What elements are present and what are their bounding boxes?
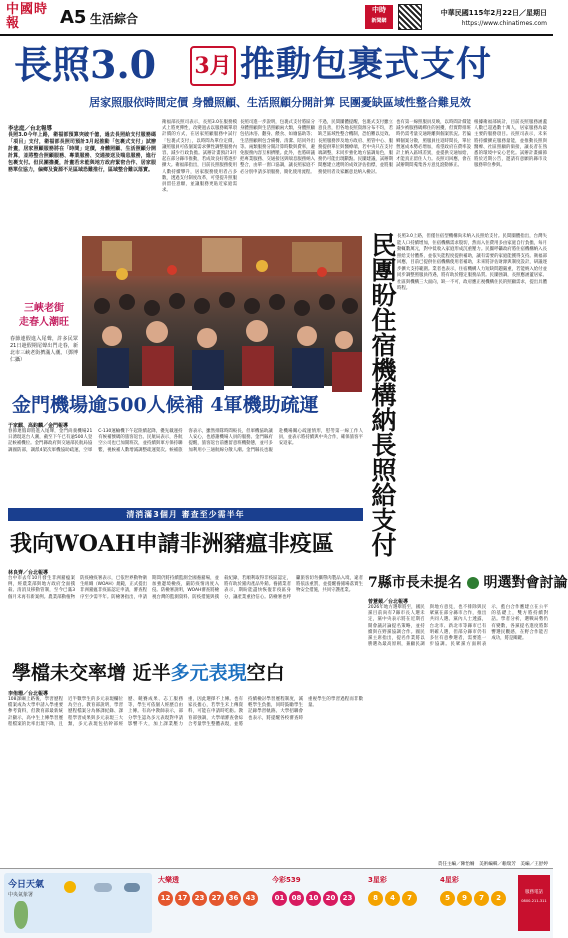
photo-tag-line2: 走春人潮旺	[19, 317, 69, 328]
lead-body-col3: 不過，民間團體提醒，包裹式支付雖立意良善，但各地長照資源分布不均，若缺乏區域性整合機制，恐怕難以見效。長照服務涉及地方政府、照管中心、服務提供單位與醫療端，若中央只在支付端調整，未同步強化地方協調角色，服務仍可能出現斷點。民團建議，試辦期間應建立透明的成效評估指標，並將服務使用者及家屬意見納入檢討。	[318, 120, 393, 175]
tuition-headline-highlight: 多元表現	[170, 662, 247, 684]
newspaper-logo: 中國時報	[6, 2, 49, 31]
editors-line: 責任主編／陳怡姍 美術編輯／賴瑞芳 美編／王舒婷	[437, 862, 548, 867]
page-number: A5	[60, 7, 87, 28]
footer-ad-line1: 服務電話	[525, 890, 543, 895]
lotto-ball: 7	[474, 891, 489, 906]
lotto2-name: 今彩539	[272, 876, 301, 884]
mayors-logo-icon	[467, 577, 479, 589]
woah-body: 台中市去年10月發生非洲豬瘟案例，經農業部與地方政府全面撲殺、清消及移動管制，至今已滿3個月未再有新案例。農業部動植物防疫檢疫署表示，已依世界動物衛生組織（WOAH）規範，正式提出非洲豬瘟非疫區認定申請，審查程序至少需半年。防檢署指出，申請期間仍將持續監測全國養豬場，並加強邊境檢疫，嚴防疫情再度入侵。防檢署說明，WOAH審查將檢視台灣的監測資料、防疫措施與撲殺紀錄，若順利取得非疫區認定，將有助於豬肉產品外銷。養豬業者表示，期盼能盡快恢復非疫區身分，讓產業重拾信心。防檢署也呼籲旅客切勿攜帶肉製品入境，違者將依法重罰，並提醒養豬場落實生物安全措施，共同守護產業。	[8, 576, 363, 600]
lotto-ball: 9	[457, 891, 472, 906]
lead-body-col4: 也有第一線照服員反映，以時間計價能減少被服務碼綁住的困擾，但實際排班時仍需考量交通距離與個案狀況。若偏鄉個案分散，照服員往返時間長，單位營運成本勢必增加，希望政府在費率設計上納入區域差異，並提供交通加給，才能真正留住人力。長照司回應，會在試辦期間蒐集各方意見滾動修正。	[396, 120, 471, 169]
lead-byline: 李忠庭／台北報導	[8, 126, 53, 132]
lead-body-col5: 根據衛福部統計，目前長照服務涵蓋人數已超過數十萬人，居家服務為最主要的服務項目。長照司表示，未來將持續擴充服務量能，並推動長照與醫療、社區照顧的銜接，讓長者在熟悉的環境中安心老化。試辦計畫細節將於近期公告，邀請有意願的縣市及服務單位參與。	[474, 120, 547, 169]
section-name: 生活綜合	[90, 12, 139, 26]
lotto-ball: 43	[243, 891, 258, 906]
lotto4-name: 4星彩	[440, 876, 459, 884]
lotto1-name: 大樂透	[158, 876, 179, 884]
woah-byline: 林良齊／台北報導	[8, 570, 49, 576]
site-url[interactable]: https://www.chinatimes.com	[461, 20, 547, 27]
lotto-ball: 4	[385, 891, 400, 906]
lotto3-name: 3星彩	[368, 876, 387, 884]
lotto-ball: 12	[158, 891, 173, 906]
lotto4-balls	[440, 891, 516, 906]
mayors-headline	[368, 572, 568, 594]
mayors-headline-part1: 7縣市長未提名	[368, 575, 462, 591]
sun-icon	[64, 881, 76, 893]
footer-ad[interactable]	[518, 875, 550, 931]
tuition-body: 108課綱上路後，學習歷程檔案成為大學申請入學重要參考資料，但教育部最新統計顯示，高中生上傳學習歷程檔案的比率出現下降，且近半數學生的多元表現欄位為空白。教育部說明，學習歷程檔案分為修課紀錄、課程學習成果與多元表現三大類，多元表現包括幹部經歷、競賽成果、志工服務等，學生可依個人經歷自由上傳。有高中教師表示，部分學生認為多元表現對申請影響不大，加上課業壓力重，因此選擇不上傳。也有家長擔心，若學生未上傳資料，可能在申請時吃虧。教育部強調，大學端審查會綜合考量學生整體表現，並將持續檢討學習歷程制度，減輕學生負擔，同時鼓勵學生記錄學習軌跡。大學招聯會也表示，將提醒各校審查時重視學生的學習過程而非數量。	[8, 697, 363, 727]
airport-body: 春節連假即將進入尾聲，金門尚義機場21日湧現返台人潮，截至下午已有逾500人登記候補機位。金門縣政府與交通部民航局協調國防部，調派4架次軍機協助疏運，空軍C-130運輸機下午起陸續起降，優先載運持有候補號碼的旅客返台。民航局表示，各航空公司也已加開班次，並持續與軍方保持聯繫，視候補人數增減調整疏運架次。候補旅客表示，雖然排隊時間較長，但軍機協助讓人安心，也感謝機場人員的服務。金門縣府提醒，旅客返台前應留意班機動態，並可多加利用小三通航線分散人潮。金門縣長也親赴機場關心疏運情形，慰勞第一線工作人員，並表示將持續與中央合作，確保旅客平安返家。	[8, 429, 363, 453]
footer-strip	[0, 868, 553, 938]
masthead	[0, 0, 553, 36]
woah-headline: 我向WOAH申請非洲豬瘟非疫區	[10, 531, 334, 557]
lotto4-box	[440, 875, 516, 931]
tuition-headline-part3: 空白	[246, 662, 285, 684]
mayors-headline-part2: 明選對會討論	[483, 575, 568, 591]
lead-summary: 長照3.0今年上路，衛福部預算突破千億，過去長照給支付服務碼「項目」支付，衛福部長照司預計3月起推動「包裹式支付」試辦計畫，居家照顧服務將在「時間」定價，身體照顧、生活照顧分開計算，並將整合照顧服務、專業服務、交通接送及喘息服務，進行包裹支付。但民團擔憂，計畫若未能與地方政府緊密合作、居家服務單位協力，偏鄉及資源不足區域恐難推行，區域整合難以落實。	[8, 132, 156, 173]
issue-date: 中華民國115年2月22日／星期日	[440, 9, 547, 17]
side-story-headline: 民團盼住宿機構納長照給支付	[368, 232, 397, 557]
weather-source: 中央氣象署	[8, 892, 34, 898]
lotto-ball: 36	[226, 891, 241, 906]
tuition-headline-part1: 學檔未交率增 近半	[12, 662, 171, 684]
cloud-icon	[94, 883, 112, 892]
lotto-ball: 2	[491, 891, 506, 906]
lotto-ball: 17	[175, 891, 190, 906]
photo-caption: 春節連假進入尾聲，許多民眾21日趁假期尾聲出門走春，新北市三峽老街擠滿人潮。（鄧博仁攝）	[10, 336, 78, 363]
lotto-ball: 5	[440, 891, 455, 906]
weather-label: 今日天氣	[8, 880, 45, 890]
lead-body-col2: 長照司進一步說明，包裹式支付將區分身體照顧與生活照顧兩大類，身體照顧包括沐浴、翻身、餵食、如廁協助等；生活照顧則包含備餐、清潔、陪同外出等。兩類服務分開計算時數與費率，避免服務內容互相擠壓。此外，也將研議把專業服務、交通接送與喘息服務納入整合，由單一窗口協調，讓長照家庭不必分別申請多項服務，簡化使用流程。	[240, 120, 315, 175]
airport-byline: 于家麒、高鈞麟／金門報導	[8, 423, 69, 429]
lotto2-balls	[272, 891, 364, 906]
airport-headline: 金門機場逾500人候補 4軍機助疏運	[12, 394, 319, 416]
street-crowd-photo	[82, 236, 362, 386]
lotto-ball: 01	[272, 891, 287, 906]
rain-icon	[124, 883, 140, 892]
woah-banner: 清消滿3個月 審查至少需半年	[8, 508, 363, 521]
lotto-ball: 8	[368, 891, 383, 906]
crowd-illustration	[82, 236, 362, 386]
chinatimes-net-logo-line2: 新聞網	[371, 18, 387, 24]
tuition-byline: 李侑珊／台北報導	[8, 691, 49, 697]
taiwan-map-icon	[14, 901, 28, 929]
lotto1-box	[158, 875, 268, 931]
lotto3-balls	[368, 891, 438, 906]
lotto-ball: 23	[192, 891, 207, 906]
lead-headline	[0, 40, 553, 90]
photo-tag	[8, 302, 80, 332]
chinatimes-net-logo	[365, 5, 393, 29]
lotto2-box	[272, 875, 364, 931]
footer-ad-line2: 0800-211-311	[521, 899, 547, 903]
photo-tag-line1: 三峽老街	[24, 303, 64, 314]
tuition-headline	[12, 658, 364, 688]
qr-code-icon[interactable]	[398, 4, 422, 30]
headline-part2: 推動包裹式支付	[240, 44, 493, 85]
lotto-ball: 10	[306, 891, 321, 906]
month-badge: 3月	[190, 46, 236, 86]
lead-body-col1: 衛福部長照司表示，長照3.0在服務模式上將更彈性，改變過去以服務碼單項計價的方式，在居家照顧服務中試行「包裹式支付」，以時間為單位定價，讓照服員可依個案需求彈性調整服務內容，減少行政負擔。試辦計畫預計3月起在部分縣市推動，若成效良好將逐步擴大。衛福部指出，目前長照服務使用人數持續攀升，居家服務使用者占多數，透過支付制度改革，可望提升照服員留任意願，並讓服務更貼近家庭需求。	[162, 120, 237, 194]
side-story-body: 長照3.0上路，但僅住宿型機構尚未納入長照給支付。民間團體指出，台灣失能人口持續增加，住宿機構需求殷切，然而入住費用多由家庭自行負擔，每月動輒數萬元，對中低收入家庭形成沉重壓力。民團呼籲政府將住宿機構納入長照給支付體系，並依失能程度提供補助，讓有需要的家庭能獲得支持。衛福部回應，目前已提供住宿機構使用者補助，未來將評估財源與制度設計，研議逐步擴大支持範圍。業者也表示，住宿機構人力短缺問題嚴重，若能納入給付並同步調整照服員待遇，將有助於穩定服務品質。民團強調，長照應涵蓋居家、社區與機構三大面向，缺一不可，政府應正視機構住民的照顧需求，提出具體時程。	[397, 234, 547, 291]
lotto-ball: 23	[340, 891, 355, 906]
weather-box	[4, 873, 152, 933]
lotto1-balls	[158, 891, 268, 906]
chinatimes-net-logo-line1: 中時	[372, 6, 386, 14]
lotto-ball: 27	[209, 891, 224, 906]
headline-part1: 長照3.0	[14, 42, 157, 87]
lotto-ball: 08	[289, 891, 304, 906]
lead-subheadline: 居家照服依時間定價 身體照顧、生活照顧分開計算 民團憂缺區域性整合難見效	[89, 96, 471, 109]
mayors-byline: 曾薏蘋／台北報導	[368, 599, 409, 605]
lotto-ball: 20	[323, 891, 338, 906]
lotto-ball: 7	[402, 891, 417, 906]
lotto3-box	[368, 875, 438, 931]
mayors-body: 2026年地方選舉將至，國民黨目前尚有7縣市長人選未定，黨中央表示將在近期召開會議討論提名策略，並持續與在野黨協調合作。國民黨主席指出，提名作業將以勝選為最高原則，兼顧民調與地方意見，也不排除與民眾黨在部分縣市合作，推出共同人選。黨內人士透露，台北市、新北市等縣市已有明確人選，但部分縣市仍有多位有意參選者，需要進一步協調。民眾黨方面則表示，藍白合作應建立在公平的基礎上，雙方將持續對話。學者分析，選戰局勢仍有變數，各黨提名進度將影響選民觀感，在野合作能否成功，將是關鍵。	[368, 605, 548, 648]
